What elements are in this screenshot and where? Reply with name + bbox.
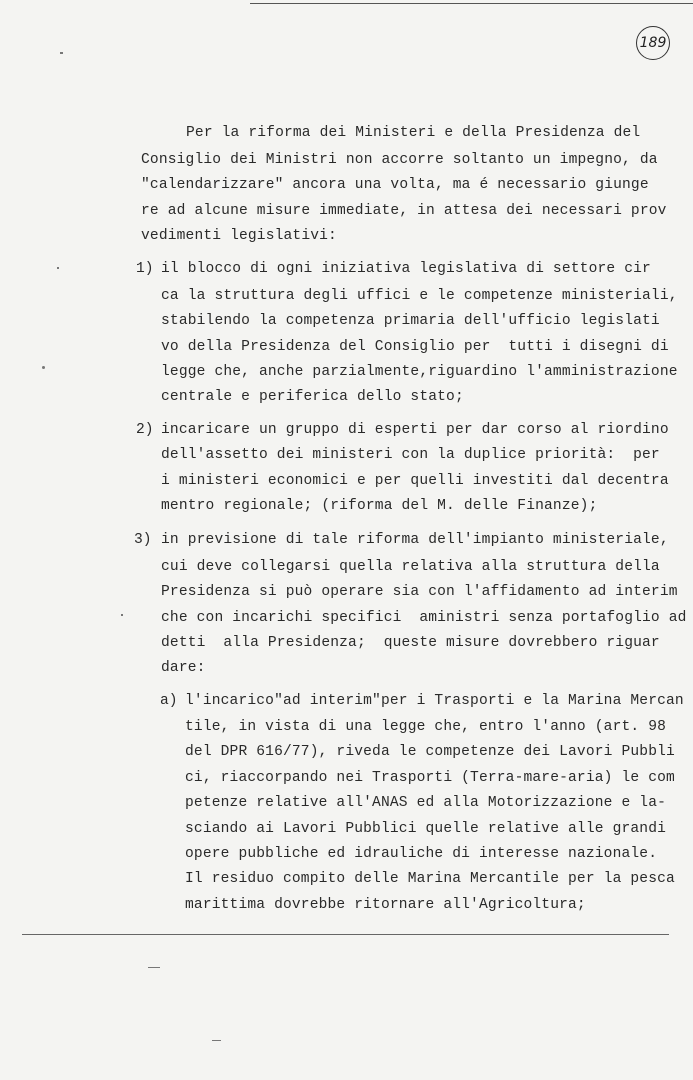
scan-speck xyxy=(148,967,160,968)
subitem-line: l'incarico"ad interim"per i Trasporti e la Marina Mercan xyxy=(185,693,684,709)
subitem-letter: a) xyxy=(160,693,178,709)
item-line: legge che, anche parzialmente,riguardino l'amministrazione xyxy=(161,364,678,380)
scan-speck xyxy=(60,52,63,54)
scan-speck xyxy=(121,614,123,616)
item-line: centrale e periferica dello stato; xyxy=(161,389,464,405)
page-number-stamp: 189 xyxy=(636,26,670,60)
subitem-line: marittima dovrebbe ritornare all'Agricoltura; xyxy=(185,897,586,913)
subitem-line: petenze relative all'ANAS ed alla Motorizzazione e la- xyxy=(185,795,667,811)
item-line: in previsione di tale riforma dell'impianto ministeriale, xyxy=(161,532,669,548)
item-line: dare: xyxy=(161,660,206,676)
item-line: che con incarichi specifici aministri senza portafoglio ad xyxy=(161,610,687,626)
item-line: incaricare un gruppo di esperti per dar corso al riordino xyxy=(161,422,669,438)
item-line: cui deve collegarsi quella relativa alla struttura della xyxy=(161,559,660,575)
item-line: i ministeri economici e per quelli investiti dal decentra xyxy=(161,473,669,489)
subitem-line: ci, riaccorpando nei Trasporti (Terra-mare-aria) le com xyxy=(185,770,675,786)
item-number: 1) xyxy=(136,261,154,277)
item-line: ca la struttura degli uffici e le competenze ministeriali, xyxy=(161,288,678,304)
item-line: il blocco di ogni iniziativa legislativa di settore cir xyxy=(161,261,651,277)
item-number: 3) xyxy=(134,532,152,548)
intro-line: Per la riforma dei Ministeri e della Presidenza del xyxy=(186,125,641,141)
intro-line: vedimenti legislativi: xyxy=(141,228,337,244)
item-line: vo della Presidenza del Consiglio per tutti i disegni di xyxy=(161,339,669,355)
item-line: dell'assetto dei ministeri con la duplice priorità: per xyxy=(161,447,660,463)
subitem-line: sciando ai Lavori Pubblici quelle relative alle grandi xyxy=(185,821,667,837)
top-rule xyxy=(250,3,693,4)
bottom-rule xyxy=(22,934,669,935)
intro-line: Consiglio dei Ministri non accorre soltanto un impegno, da xyxy=(141,152,658,168)
subitem-line: del DPR 616/77), riveda le competenze dei Lavori Pubbli xyxy=(185,744,675,760)
intro-line: re ad alcune misure immediate, in attesa dei necessari prov xyxy=(141,203,667,219)
item-number: 2) xyxy=(136,422,154,438)
intro-line: "calendarizzare" ancora una volta, ma é necessario giunge xyxy=(141,177,649,193)
scan-speck xyxy=(57,267,59,269)
subitem-line: opere pubbliche ed idrauliche di interesse nazionale. xyxy=(185,846,658,862)
item-line: detti alla Presidenza; queste misure dovrebbero riguar xyxy=(161,635,660,651)
item-line: stabilendo la competenza primaria dell'ufficio legislati xyxy=(161,313,660,329)
subitem-line: tile, in vista di una legge che, entro l'anno (art. 98 xyxy=(185,719,667,735)
item-line: mentro regionale; (riforma del M. delle Finanze); xyxy=(161,498,598,514)
scan-speck xyxy=(212,1040,221,1041)
scan-speck xyxy=(42,366,45,369)
subitem-line: Il residuo compito delle Marina Mercantile per la pesca xyxy=(185,871,675,887)
item-line: Presidenza si può operare sia con l'affidamento ad interim xyxy=(161,584,678,600)
